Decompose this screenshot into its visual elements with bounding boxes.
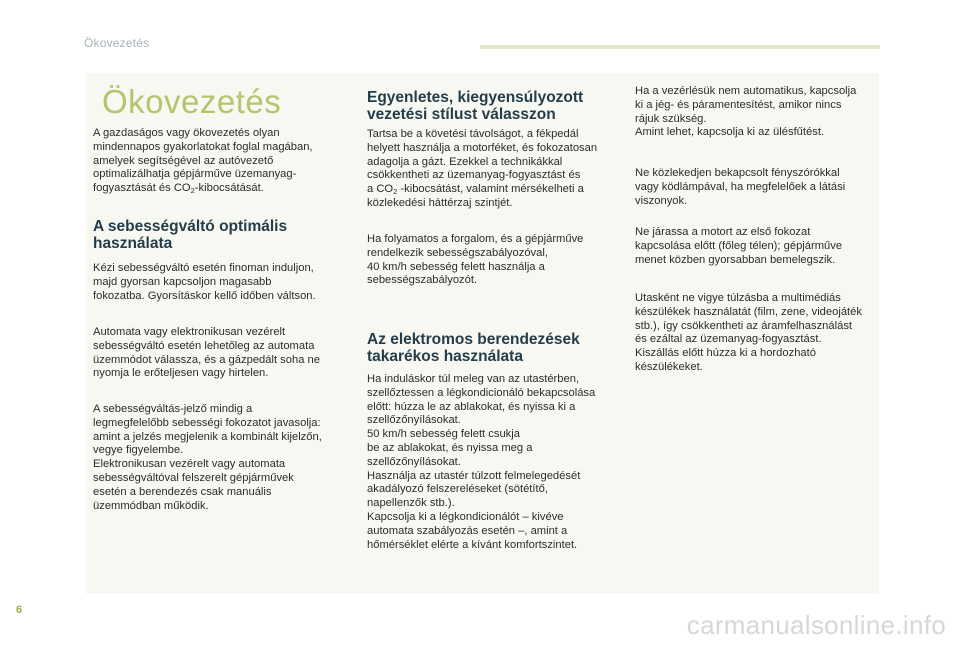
driving-style-text: Tartsa be a követési távolságot, a fékpedál helyett használja a motorféket, és fokozatosan adagolja a gázt. Ezekkel a technikákkal csökkentheti az üzemanyag-fogyasztást és a CO (367, 128, 598, 196)
content-panel (86, 73, 879, 594)
watermark: carmanualsonline.info (686, 610, 946, 640)
intro-text-end: -kibocsátását. (194, 182, 264, 195)
heading-gearbox: A sebességváltó optimális használata (93, 218, 288, 252)
header-rule (480, 45, 880, 49)
heading-electrical: Az elektromos berendezések takarékos használata (367, 331, 580, 365)
engine-warmup-paragraph: Ne járassa a motort az első fokozat kapcsolása előtt (főleg télen); gépjárműve menet közben gyorsabban bemelegszik. (635, 226, 843, 266)
multimedia-paragraph: Utasként ne vigye túlzásba a multimédiás készülékek használatát (film, zene, videojáték stb.), így csökkentheti az áramfelhasználást és ezáltal az üzemanyag-fogyasztást. Kiszállás előtt húzza ki a hordozható készülékeket. (635, 292, 862, 373)
intro-subscript: 2 (190, 186, 195, 196)
page-title: Ökovezetés (102, 83, 282, 120)
gearbox-paragraph-indicator: A sebességváltás-jelző mindig a legmegfelelőbb sebességi fokozatot javasolja: amint a jelzés megjelenik a kombinált kijelzőn, vegye figyelembe. Elektronikusan vezérelt vagy automata sebességváltóval felszerelt gépjárművek esetén a berendezés csak manuális üzemmódban működik. (93, 403, 322, 512)
driving-style-paragraph (367, 128, 617, 211)
cruise-control-paragraph: Ha folyamatos a forgalom, és a gépjárműve rendelkezik sebességszabályozóval, 40 km/h sebesség felett használja a sebességszabályozót. (367, 233, 584, 287)
intro-paragraph (93, 127, 347, 196)
page-number: 6 (16, 604, 23, 616)
intro-text: A gazdaságos vagy ökovezetés olyan mindennapos gyakorlatokat foglal magában, amelyek segítségével az autóvezető optimalizálhatja gépjárműve üzemanyag- fogyasztását és CO (93, 127, 313, 195)
electrical-paragraph: Ha induláskor túl meleg van az utastérben, szellőztessen a légkondicionáló bekapcsolása előtt: húzza le az ablakokat, és nyissa ki a szellőzőnyílásokat. 50 km/h sebesség felett csukja be az ablakokat, és nyissa meg a szellőzőnyílásokat. Használja az utastér túlzott felmelegedését akadályozó felszereléseket (sötétítő, napellenzők stb.). Kapcsolja ki a légkondicionálót – kivéve automata szabályozás esetén –, amint a hőmérséklet elérte a kívánt komfortszintet. (367, 373, 596, 551)
driving-style-subscript: 2 (393, 187, 398, 197)
headlights-paragraph: Ne közlekedjen bekapcsolt fényszórókkal vagy ködlámpával, ha megfelelőek a látási viszonyok. (635, 167, 846, 207)
driving-style-text-end: -kibocsátást, valamint mérsékelheti a közlekedési háttérzaj szintjét. (367, 183, 584, 209)
gearbox-paragraph-manual: Kézi sebességváltó esetén finoman induljon, majd gyorsan kapcsoljon magasabb fokozatba. Gyorsításkor kellő időben váltson. (93, 262, 316, 302)
running-header: Ökovezetés (84, 36, 150, 50)
gearbox-paragraph-automatic: Automata vagy elektronikusan vezérelt sebességváltó esetén lehetőleg az automata üzemmódot válassza, és a gázpedált soha ne nyomja le erőteljesen vagy hirtelen. (93, 326, 320, 380)
heading-driving-style: Egyenletes, kiegyensúlyozott vezetési stílust válasszon (367, 89, 584, 123)
defrost-paragraph: Ha a vezérlésük nem automatikus, kapcsolja ki a jég- és páramentesítést, amikor nincs rájuk szükség. Amint lehet, kapcsolja ki az ülésfűtést. (635, 85, 857, 139)
